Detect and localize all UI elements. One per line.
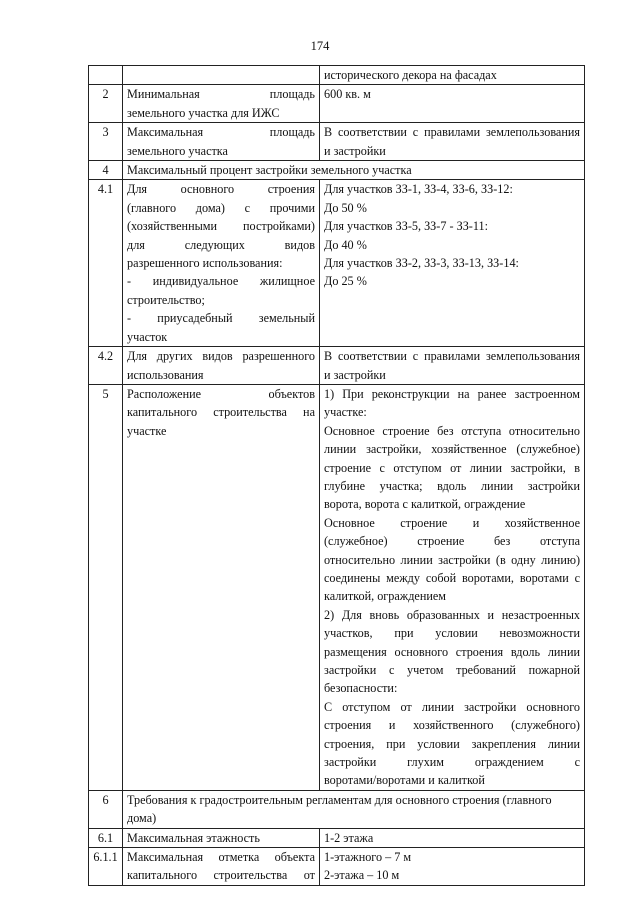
- parameter-name: Максимальная площадь земельного участка: [123, 123, 320, 161]
- row-number: 6.1: [89, 828, 123, 847]
- parameter-name: [123, 66, 320, 85]
- row-number: 4.2: [89, 347, 123, 385]
- page-number: 174: [310, 39, 330, 53]
- parameter-name: Для других видов разрешенного использования: [123, 347, 320, 385]
- table-row: [89, 180, 585, 347]
- parameter-value: Для участков ЗЗ-1, ЗЗ-4, ЗЗ-6, ЗЗ-12: До 50 % Для участков ЗЗ-5, ЗЗ-7 - ЗЗ-11: До 40 % Для участков ЗЗ-2, ЗЗ-3, ЗЗ-13, ЗЗ-14: До 25 %: [320, 180, 585, 347]
- parameter-value: 1-2 этажа: [320, 828, 585, 847]
- section-heading: Максимальный процент застройки земельного участка: [123, 161, 585, 180]
- row-number: 3: [89, 123, 123, 161]
- row-number: 6: [89, 790, 123, 828]
- parameter-value: 1) При реконструкции на ранее застроенном участке: Основное строение без отступа относительно линии застройки, хозяйственное (служебное) строение с отступом от линии застройки, в глубине участка; вдоль линии застройки ворота, ворота с калиткой, ограждение Основное строение и хозяйственное (служебное) строение без отступа относительно линии застройки (в одну линию) соединены между собой воротами, воротами с калиткой, ограждением 2) Для вновь образованных и незастроенных участков, при условии невозможности размещения основного строения вдоль линии застройки с учетом требований пожарной безопасности: С отступом от линии застройки основного строения и хозяйственного (служебного) строения, при условии закрепления линии застройки глухим ограждением с воротами/воротами и калиткой: [320, 384, 585, 790]
- table-row: [89, 347, 585, 385]
- table-row: [89, 66, 585, 85]
- table-row: [89, 123, 585, 161]
- row-number: 4.1: [89, 180, 123, 347]
- parameter-value: исторического декора на фасадах: [320, 66, 585, 85]
- table-row: [89, 828, 585, 847]
- table-row: [89, 848, 585, 886]
- parameter-name: Максимальная этажность: [123, 828, 320, 847]
- table-row: [89, 85, 585, 123]
- table-row: [89, 384, 585, 790]
- table-row: [89, 790, 585, 828]
- parameter-value: 1-этажного – 7 м 2-этажа – 10 м: [320, 848, 585, 886]
- row-number: 2: [89, 85, 123, 123]
- parameter-name: Для основного строения (главного дома) с прочими (хозяйственными постройками) для следующих видов разрешенного использования: - индивидуальное жилищное строительство; - приусадебный земельный участок: [123, 180, 320, 347]
- table-row: [89, 161, 585, 180]
- row-number: 4: [89, 161, 123, 180]
- row-number: 6.1.1: [89, 848, 123, 886]
- parameter-value: В соответствии с правилами землепользования и застройки: [320, 123, 585, 161]
- parameter-value: 600 кв. м: [320, 85, 585, 123]
- regulations-table: [88, 65, 585, 886]
- section-heading: Требования к градостроительным регламентам для основного строения (главного дома): [123, 790, 585, 828]
- parameter-value: В соответствии с правилами землепользования и застройки: [320, 347, 585, 385]
- parameter-name: Максимальная отметка объекта капитального строительства от: [123, 848, 320, 886]
- row-number: 5: [89, 384, 123, 790]
- row-number: [89, 66, 123, 85]
- parameter-name: Минимальная площадь земельного участка для ИЖС: [123, 85, 320, 123]
- parameter-name: Расположение объектов капитального строительства на участке: [123, 384, 320, 790]
